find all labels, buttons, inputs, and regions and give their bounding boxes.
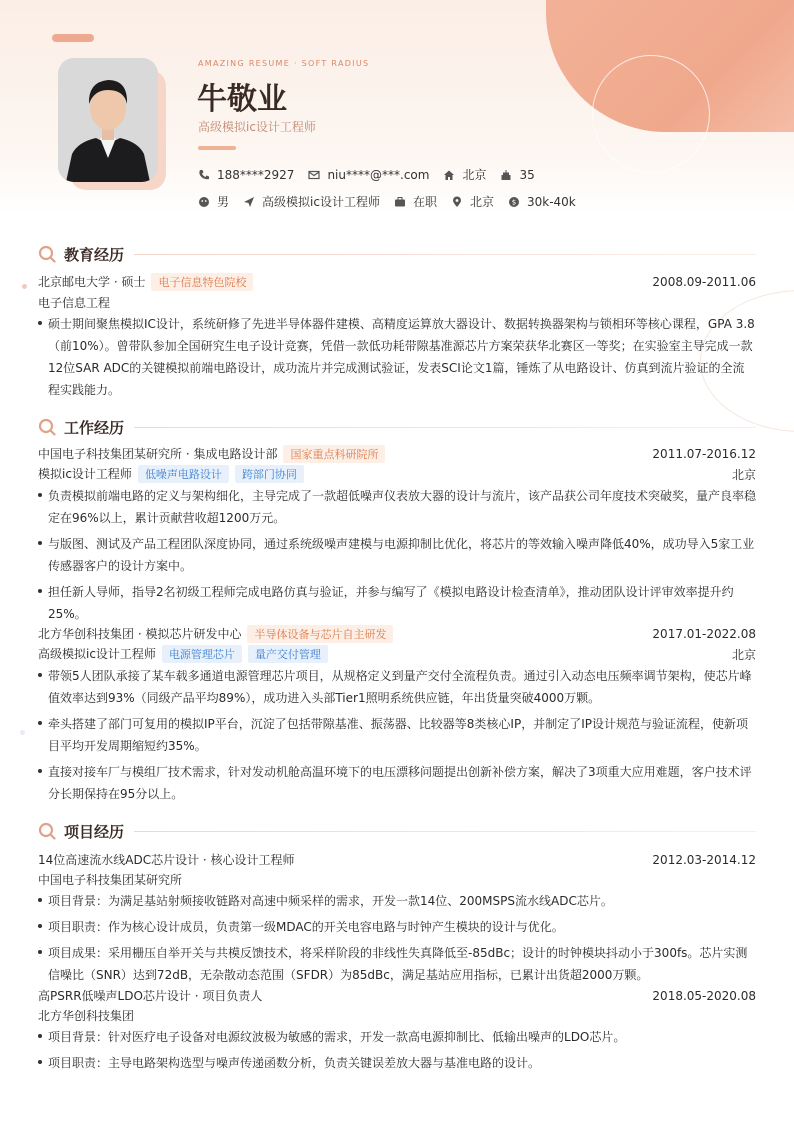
- school-tag: 电子信息特色院校: [151, 273, 253, 291]
- project-date: 2012.03-2014.12: [652, 852, 756, 867]
- project-org: 北方华创科技集团: [38, 1009, 135, 1023]
- home-text: 北京: [462, 168, 487, 182]
- send-icon: [243, 196, 255, 208]
- education-school-line: [38, 273, 253, 291]
- contact-info-row: [198, 166, 549, 183]
- location-icon: [451, 196, 463, 208]
- role-name: 高级模拟ic设计工程师: [38, 647, 156, 661]
- role-name: 模拟ic设计工程师: [38, 467, 132, 481]
- status-text: 在职: [412, 195, 437, 209]
- work-date: 2011.07-2016.12: [652, 447, 756, 461]
- decor-dot: [20, 730, 25, 735]
- project-bullet: 项目背景：为满足基站射频接收链路对高速中频采样的需求，开发一款14位、200MSPS流水线ADC芯片。: [38, 890, 756, 912]
- project-header-row: [38, 851, 756, 868]
- work-bullet: 直接对接车厂与模组厂技术需求，针对发动机舱高温环境下的电压漂移问题提出创新补偿方案，解决了3项重大应用难题，客户技术评分长期保持在95分以上。: [38, 761, 756, 805]
- header-accent-pill: [52, 34, 94, 42]
- section-divider: [134, 254, 756, 255]
- work-header-row: [38, 625, 756, 643]
- work-bullet: 负责模拟前端电路的定义与架构细化，主导完成了一款超低噪声仪表放大器的设计与流片，该产品获公司年度技术突破奖，量产良率稳定在96%以上，累计贡献营收超1200万元。: [38, 485, 756, 529]
- work-bullet: 担任新人导师，指导2名初级工程师完成电路仿真与验证，并参与编写了《模拟电路设计检查清单》，推动团队设计评审效率提升约25%。: [38, 581, 756, 625]
- svg-text:$: $: [511, 198, 517, 207]
- money-icon: [508, 196, 520, 208]
- cake-icon: [500, 169, 512, 181]
- search-icon: [38, 245, 56, 263]
- work-city: 北京: [731, 467, 756, 482]
- work-role-line: [38, 465, 304, 483]
- candidate-name: 牛敬业: [197, 82, 287, 117]
- target-city-text: 北京: [469, 195, 494, 209]
- salary-text: 30k-40k: [526, 194, 576, 209]
- home-item: [443, 166, 486, 183]
- work-city: 北京: [731, 647, 756, 662]
- education-header-row: [38, 273, 756, 291]
- role-tag: 量产交付管理: [248, 645, 328, 663]
- phone-text: 188****2927: [217, 167, 295, 182]
- section-divider: [134, 831, 756, 832]
- role-tag: 电源管理芯片: [162, 645, 242, 663]
- email-text: niu****@***.com: [327, 167, 430, 182]
- section-divider: [134, 427, 756, 428]
- company-tag: 半导体设备与芯片自主研发: [247, 625, 393, 643]
- age-item: [500, 168, 534, 182]
- education-section-title: 教育经历: [64, 246, 125, 264]
- project-date: 2018.05-2020.08: [652, 988, 756, 1003]
- candidate-title: 高级模拟ic设计工程师: [198, 120, 316, 134]
- company-tag: 国家重点科研院所: [283, 445, 385, 463]
- company-name: 中国电子科技集团某研究所 · 集成电路设计部: [38, 447, 278, 461]
- company-name: 北方华创科技集团 · 模拟芯片研发中心: [38, 627, 242, 641]
- education-bullet: 硕士期间聚焦模拟IC设计，系统研修了先进半导体器件建模、高精度运算放大器设计、数据转换器架构与锁相环等核心课程，GPA 3.8（前10%）。曾带队参加全国研究生电子设计竞赛，凭借一款低功耗带隙基准源芯片方案荣获华北赛区一等奖；在实验室主导完成一款12位SAR ADC的关键模拟前端电路设计，成功流片并完成测试验证，发表SCI论文1篇，锤炼了从电路设计、仿真到流片验证的全流程实践能力。: [38, 313, 756, 401]
- education-entry: [38, 273, 756, 401]
- project-bullet: 项目职责：作为核心设计成员，负责第一级MDAC的开关电容电路与时钟产生模块的设计与优化。: [38, 916, 756, 938]
- phone-icon: [198, 169, 210, 181]
- status-item: [394, 193, 437, 210]
- home-icon: [443, 169, 455, 181]
- work-role-row: [38, 645, 756, 663]
- school-name: 北京邮电大学 · 硕士: [38, 275, 146, 289]
- target-role-text: 高级模拟ic设计工程师: [262, 195, 380, 209]
- header-decor-ring: [592, 55, 710, 173]
- gender-text: 男: [217, 195, 230, 209]
- briefcase-icon: [394, 196, 406, 208]
- role-tag: 跨部门协同: [235, 465, 304, 483]
- email-item: [308, 168, 429, 182]
- education-major: 电子信息工程: [38, 296, 111, 310]
- work-bullet: 与版图、测试及产品工程团队深度协同，通过系统级噪声建模与电源抑制比优化，将芯片的等效输入噪声降低40%，成功导入5家工业传感器客户的设计方案中。: [38, 533, 756, 577]
- target-role-item: [243, 193, 380, 210]
- work-role-line: [38, 645, 328, 663]
- work-entry: [38, 625, 756, 805]
- profile-info-row: [198, 193, 590, 210]
- target-city-item: [451, 193, 494, 210]
- age-text: 35: [519, 167, 535, 182]
- work-company-line: [38, 445, 385, 463]
- project-entry: [38, 987, 756, 1074]
- project-bullet: 项目职责：主导电路架构选型与噪声传递函数分析，负责关键误差放大器与基准电路的设计。: [38, 1052, 756, 1074]
- projects-section-title: 项目经历: [64, 823, 125, 841]
- work-section-title: 工作经历: [64, 419, 125, 437]
- education-date: 2008.09-2011.06: [652, 275, 756, 289]
- person-portrait-icon: [58, 58, 158, 182]
- work-company-line: [38, 625, 393, 643]
- mail-icon: [308, 169, 320, 181]
- project-bullet: 项目背景：针对医疗电子设备对电源纹波极为敏感的需求，开发一款高电源抑制比、低输出噪声的LDO芯片。: [38, 1026, 756, 1048]
- project-entry: [38, 851, 756, 986]
- gender-item: [198, 193, 229, 210]
- work-role-row: [38, 465, 756, 483]
- avatar: [58, 58, 158, 182]
- project-name: 高PSRR低噪声LDO芯片设计 · 项目负责人: [38, 989, 263, 1003]
- decor-dot: [22, 284, 27, 289]
- project-bullet: 项目成果：采用栅压自举开关与共模反馈技术，将采样阶段的非线性失真降低至-85dBc；设计的时钟模块抖动小于300fs。芯片实测信噪比（SNR）达到72dB，无杂散动态范围（SFDR）为85dBc，满足基站应用指标，已累计出货超2000万颗。: [38, 942, 756, 986]
- salary-item: [508, 195, 576, 209]
- work-date: 2017.01-2022.08: [652, 627, 756, 641]
- search-icon: [38, 418, 56, 436]
- project-org: 中国电子科技集团某研究所: [38, 873, 183, 887]
- work-bullet: 带领5人团队承接了某车载多通道电源管理芯片项目，从规格定义到量产交付全流程负责。通过引入动态电压频率调节架构，使芯片峰值效率达到93%（同级产品平均89%），成功进入头部Tier1照明系统供应链，年出货量突破4000万颗。: [38, 665, 756, 709]
- work-bullet: 牵头搭建了部门可复用的模拟IP平台，沉淀了包括带隙基准、振荡器、比较器等8类核心IP，并制定了IP设计规范与验证流程，使新项目平均开发周期缩短约35%。: [38, 713, 756, 757]
- role-tag: 低噪声电路设计: [138, 465, 229, 483]
- resume-tagline: AMAZING RESUME · SOFT RADIUS: [198, 59, 370, 68]
- work-entry: [38, 445, 756, 625]
- project-name: 14位高速流水线ADC芯片设计 · 核心设计工程师: [38, 853, 295, 867]
- search-icon: [38, 822, 56, 840]
- work-header-row: [38, 445, 756, 463]
- project-header-row: [38, 987, 756, 1004]
- gender-icon: [198, 196, 210, 208]
- title-underline: [198, 146, 236, 150]
- phone-item: [198, 168, 294, 182]
